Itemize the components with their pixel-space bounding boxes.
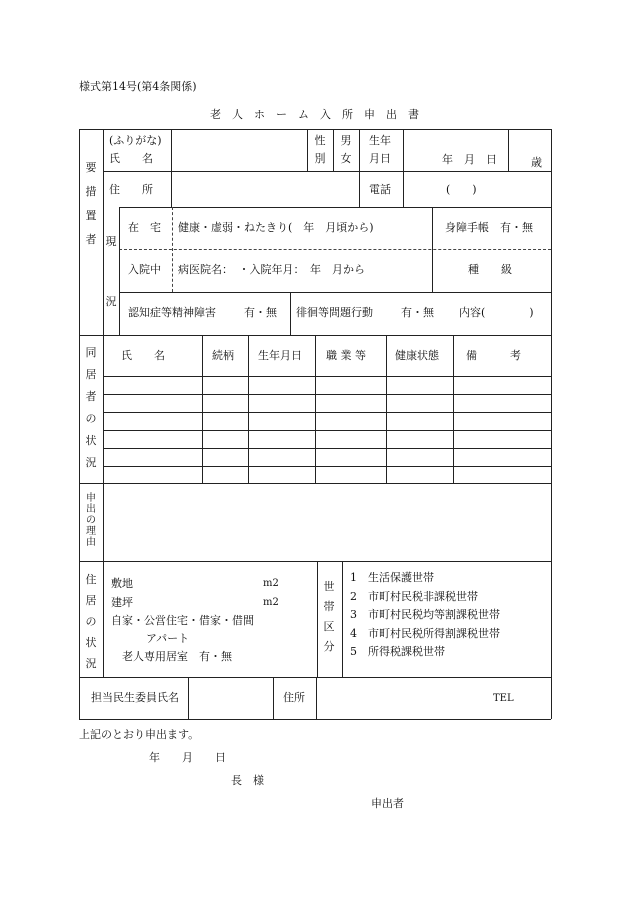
col-header-occupation: 職 業 等 bbox=[326, 349, 366, 362]
col-header-relation: 続柄 bbox=[212, 349, 234, 362]
table-row[interactable] bbox=[104, 467, 550, 483]
reason-field[interactable] bbox=[106, 486, 548, 558]
disability-grade[interactable]: 種 級 bbox=[468, 263, 512, 276]
household-option[interactable]: 4 市町村民税所得割課税世帯 bbox=[350, 627, 500, 640]
addressee: 長 様 bbox=[231, 774, 264, 787]
age-unit: 歳 bbox=[531, 156, 542, 169]
commissioner-address-label: 住所 bbox=[283, 691, 305, 704]
hospital-field[interactable]: 病医院名： ・入院年月： 年 月から bbox=[178, 263, 365, 276]
home-label: 在 宅 bbox=[128, 221, 161, 234]
sex-female: 女 bbox=[340, 152, 352, 165]
household-option[interactable]: 1 生活保護世帯 bbox=[350, 571, 434, 584]
land-label: 敷地 bbox=[111, 577, 133, 590]
statement: 上記のとおり申出ます。 bbox=[79, 728, 200, 741]
phone-field[interactable]: ( ) bbox=[446, 183, 477, 196]
applicant-side-label: 要 措 置 者 bbox=[85, 161, 97, 246]
elderly-room[interactable]: 老人専用居室 有・無 bbox=[122, 650, 232, 663]
household-option[interactable]: 3 市町村民税均等割課税世帯 bbox=[350, 608, 500, 621]
table-row[interactable] bbox=[104, 449, 550, 466]
status-label: 現 況 bbox=[105, 235, 117, 308]
applicant-signature-label: 申出者 bbox=[371, 797, 404, 810]
wander-detail[interactable]: 内容( ) bbox=[459, 306, 534, 319]
birth-date-field[interactable]: 年 月 日 bbox=[442, 153, 497, 166]
col-header-health: 健康状態 bbox=[395, 349, 439, 362]
name-label: 氏 名 bbox=[109, 152, 153, 165]
phone-label: 電話 bbox=[369, 183, 391, 196]
residence-types[interactable]: 自家・公営住宅・借家・借間 bbox=[111, 614, 254, 627]
home-status-field[interactable]: 健康・虚弱・ねたきり( 年 月頃から) bbox=[178, 221, 374, 234]
commissioner-name-field[interactable] bbox=[189, 678, 272, 718]
commissioner-tel-label: TEL bbox=[493, 693, 514, 704]
date-field[interactable]: 年 月 日 bbox=[149, 751, 226, 764]
birth-label: 生年 月日 bbox=[369, 134, 391, 165]
table-row[interactable] bbox=[104, 395, 550, 412]
form-number: 様式第14号(第4条関係) bbox=[79, 80, 197, 93]
residence-side-label: 住 居 の 状 況 bbox=[85, 573, 97, 670]
commissioner-label: 担当民生委員氏名 bbox=[91, 691, 179, 704]
cohabitant-side-label: 同 居 者 の 状 況 bbox=[85, 346, 97, 469]
reason-side-label: 申 出 の 理 由 bbox=[86, 493, 96, 548]
floor-label: 建坪 bbox=[111, 596, 133, 609]
floor-unit: m2 bbox=[263, 597, 279, 608]
wander-choice[interactable]: 有・無 bbox=[401, 306, 434, 319]
col-header-remarks: 備 考 bbox=[466, 349, 521, 362]
col-header-name: 氏 名 bbox=[121, 349, 165, 362]
furigana-label: (ふりがな) bbox=[109, 134, 162, 147]
table-row[interactable] bbox=[104, 413, 550, 430]
apartment-option[interactable]: アパート bbox=[146, 632, 190, 645]
address-field[interactable] bbox=[172, 172, 358, 206]
table-row[interactable] bbox=[104, 377, 550, 394]
form-title: 老 人 ホ ー ム 入 所 申 出 書 bbox=[210, 108, 419, 121]
sex-label: 性 別 bbox=[314, 134, 326, 165]
col-header-birthdate: 生年月日 bbox=[258, 349, 302, 362]
disability-handbook[interactable]: 身障手帳 有・無 bbox=[445, 221, 533, 234]
name-field[interactable] bbox=[172, 130, 306, 170]
dementia-choice[interactable]: 有・無 bbox=[244, 306, 277, 319]
household-option[interactable]: 5 所得税課税世帯 bbox=[350, 645, 445, 658]
sex-male: 男 bbox=[340, 134, 352, 147]
dementia-label: 認知症等精神障害 bbox=[128, 306, 216, 319]
wander-label: 徘徊等問題行動 bbox=[296, 306, 373, 319]
household-label: 世 帯 区 分 bbox=[323, 580, 335, 653]
table-row[interactable] bbox=[104, 431, 550, 448]
hospital-label: 入院中 bbox=[128, 263, 161, 276]
address-label: 住 所 bbox=[109, 183, 153, 196]
sex-options[interactable] bbox=[339, 135, 353, 165]
household-option[interactable]: 2 市町村民税非課税世帯 bbox=[350, 590, 478, 603]
land-unit: m2 bbox=[263, 578, 279, 589]
commissioner-address-field[interactable] bbox=[317, 678, 477, 718]
